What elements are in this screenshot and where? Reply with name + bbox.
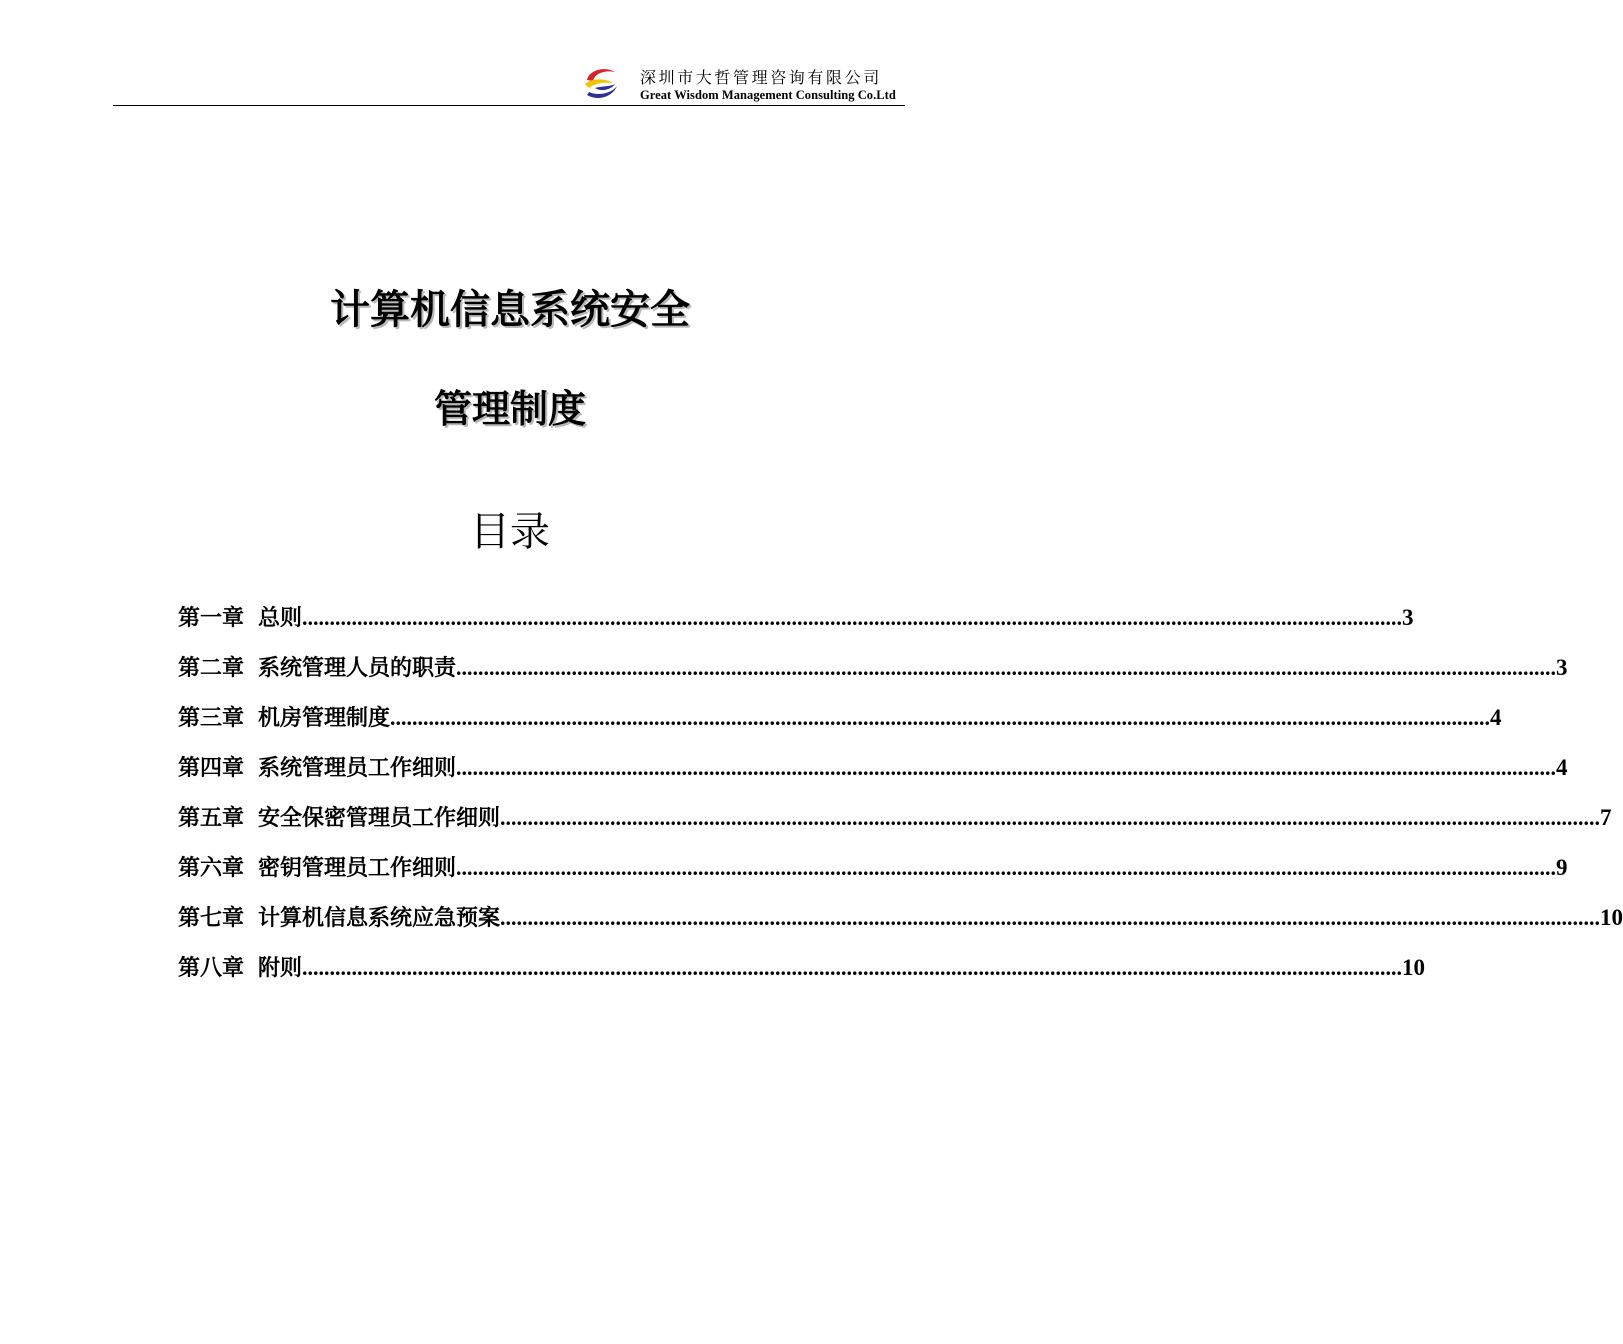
toc-chapter-title: 总则 <box>258 606 303 631</box>
toc-leader-dots: ........................................................................................................................................................................................................ <box>456 855 1557 880</box>
toc-chapter-title: 安全保密管理员工作细则 <box>258 806 501 831</box>
toc-heading: 目录 <box>470 509 550 555</box>
toc-entry[interactable] <box>178 801 1612 851</box>
company-logo-icon <box>583 66 619 100</box>
toc-chapter-number: 第二章 <box>178 656 245 681</box>
toc-page-number: 7 <box>1600 805 1612 830</box>
toc-chapter-title: 系统管理员工作细则 <box>258 756 457 781</box>
toc-leader-dots: ........................................................................................................................................................................................................ <box>456 655 1557 680</box>
page-header <box>113 60 905 108</box>
toc-page-number: 4 <box>1490 705 1502 730</box>
toc-page-number: 3 <box>1402 605 1414 630</box>
header-divider <box>113 105 905 106</box>
toc-chapter-title: 密钥管理员工作细则 <box>258 856 457 881</box>
toc-chapter-number: 第六章 <box>178 856 245 881</box>
toc-entry[interactable] <box>178 851 1568 901</box>
company-name-cn: 深圳市大哲管理咨询有限公司 <box>640 68 882 87</box>
toc-page-number: 10 <box>1600 905 1623 930</box>
toc-chapter-number: 第八章 <box>178 956 245 981</box>
toc-entry[interactable] <box>178 651 1568 701</box>
toc-chapter-number: 第五章 <box>178 806 245 831</box>
toc-page-number: 4 <box>1556 755 1568 780</box>
toc-entry[interactable] <box>178 901 1623 951</box>
toc-leader-dots: ........................................................................................................................................................................................................ <box>456 755 1557 780</box>
toc-entry[interactable] <box>178 951 1426 1001</box>
toc-leader-dots: ........................................................................................................................................................................................................ <box>500 805 1601 830</box>
toc-leader-dots: ........................................................................................................................................................................................................ <box>390 705 1491 730</box>
toc-leader-dots: ........................................................................................................................................................................................................ <box>302 605 1403 630</box>
document-title-line2: 管理制度 <box>433 387 586 431</box>
toc-chapter-title: 附则 <box>258 956 303 981</box>
toc-entry[interactable] <box>178 601 1414 651</box>
toc-chapter-title: 计算机信息系统应急预案 <box>258 906 501 931</box>
toc-chapter-number: 第四章 <box>178 756 245 781</box>
toc-leader-dots: ........................................................................................................................................................................................................ <box>500 905 1601 930</box>
document-title-line1: 计算机信息系统安全 <box>330 287 690 333</box>
toc-leader-dots: ........................................................................................................................................................................................................ <box>302 955 1403 980</box>
toc-chapter-number: 第七章 <box>178 906 245 931</box>
toc-entry[interactable] <box>178 751 1568 801</box>
toc-page-number: 10 <box>1402 955 1426 980</box>
toc-entry[interactable] <box>178 701 1502 751</box>
toc-chapter-number: 第三章 <box>178 706 245 731</box>
company-name-en: Great Wisdom Management Consulting Co.Ltd <box>640 88 896 102</box>
toc-chapter-number: 第一章 <box>178 606 245 631</box>
toc-chapter-title: 系统管理人员的职责 <box>258 656 457 681</box>
toc-page-number: 3 <box>1556 655 1568 680</box>
toc-chapter-title: 机房管理制度 <box>258 706 391 731</box>
toc-page-number: 9 <box>1556 855 1568 880</box>
table-of-contents <box>178 601 1623 1001</box>
